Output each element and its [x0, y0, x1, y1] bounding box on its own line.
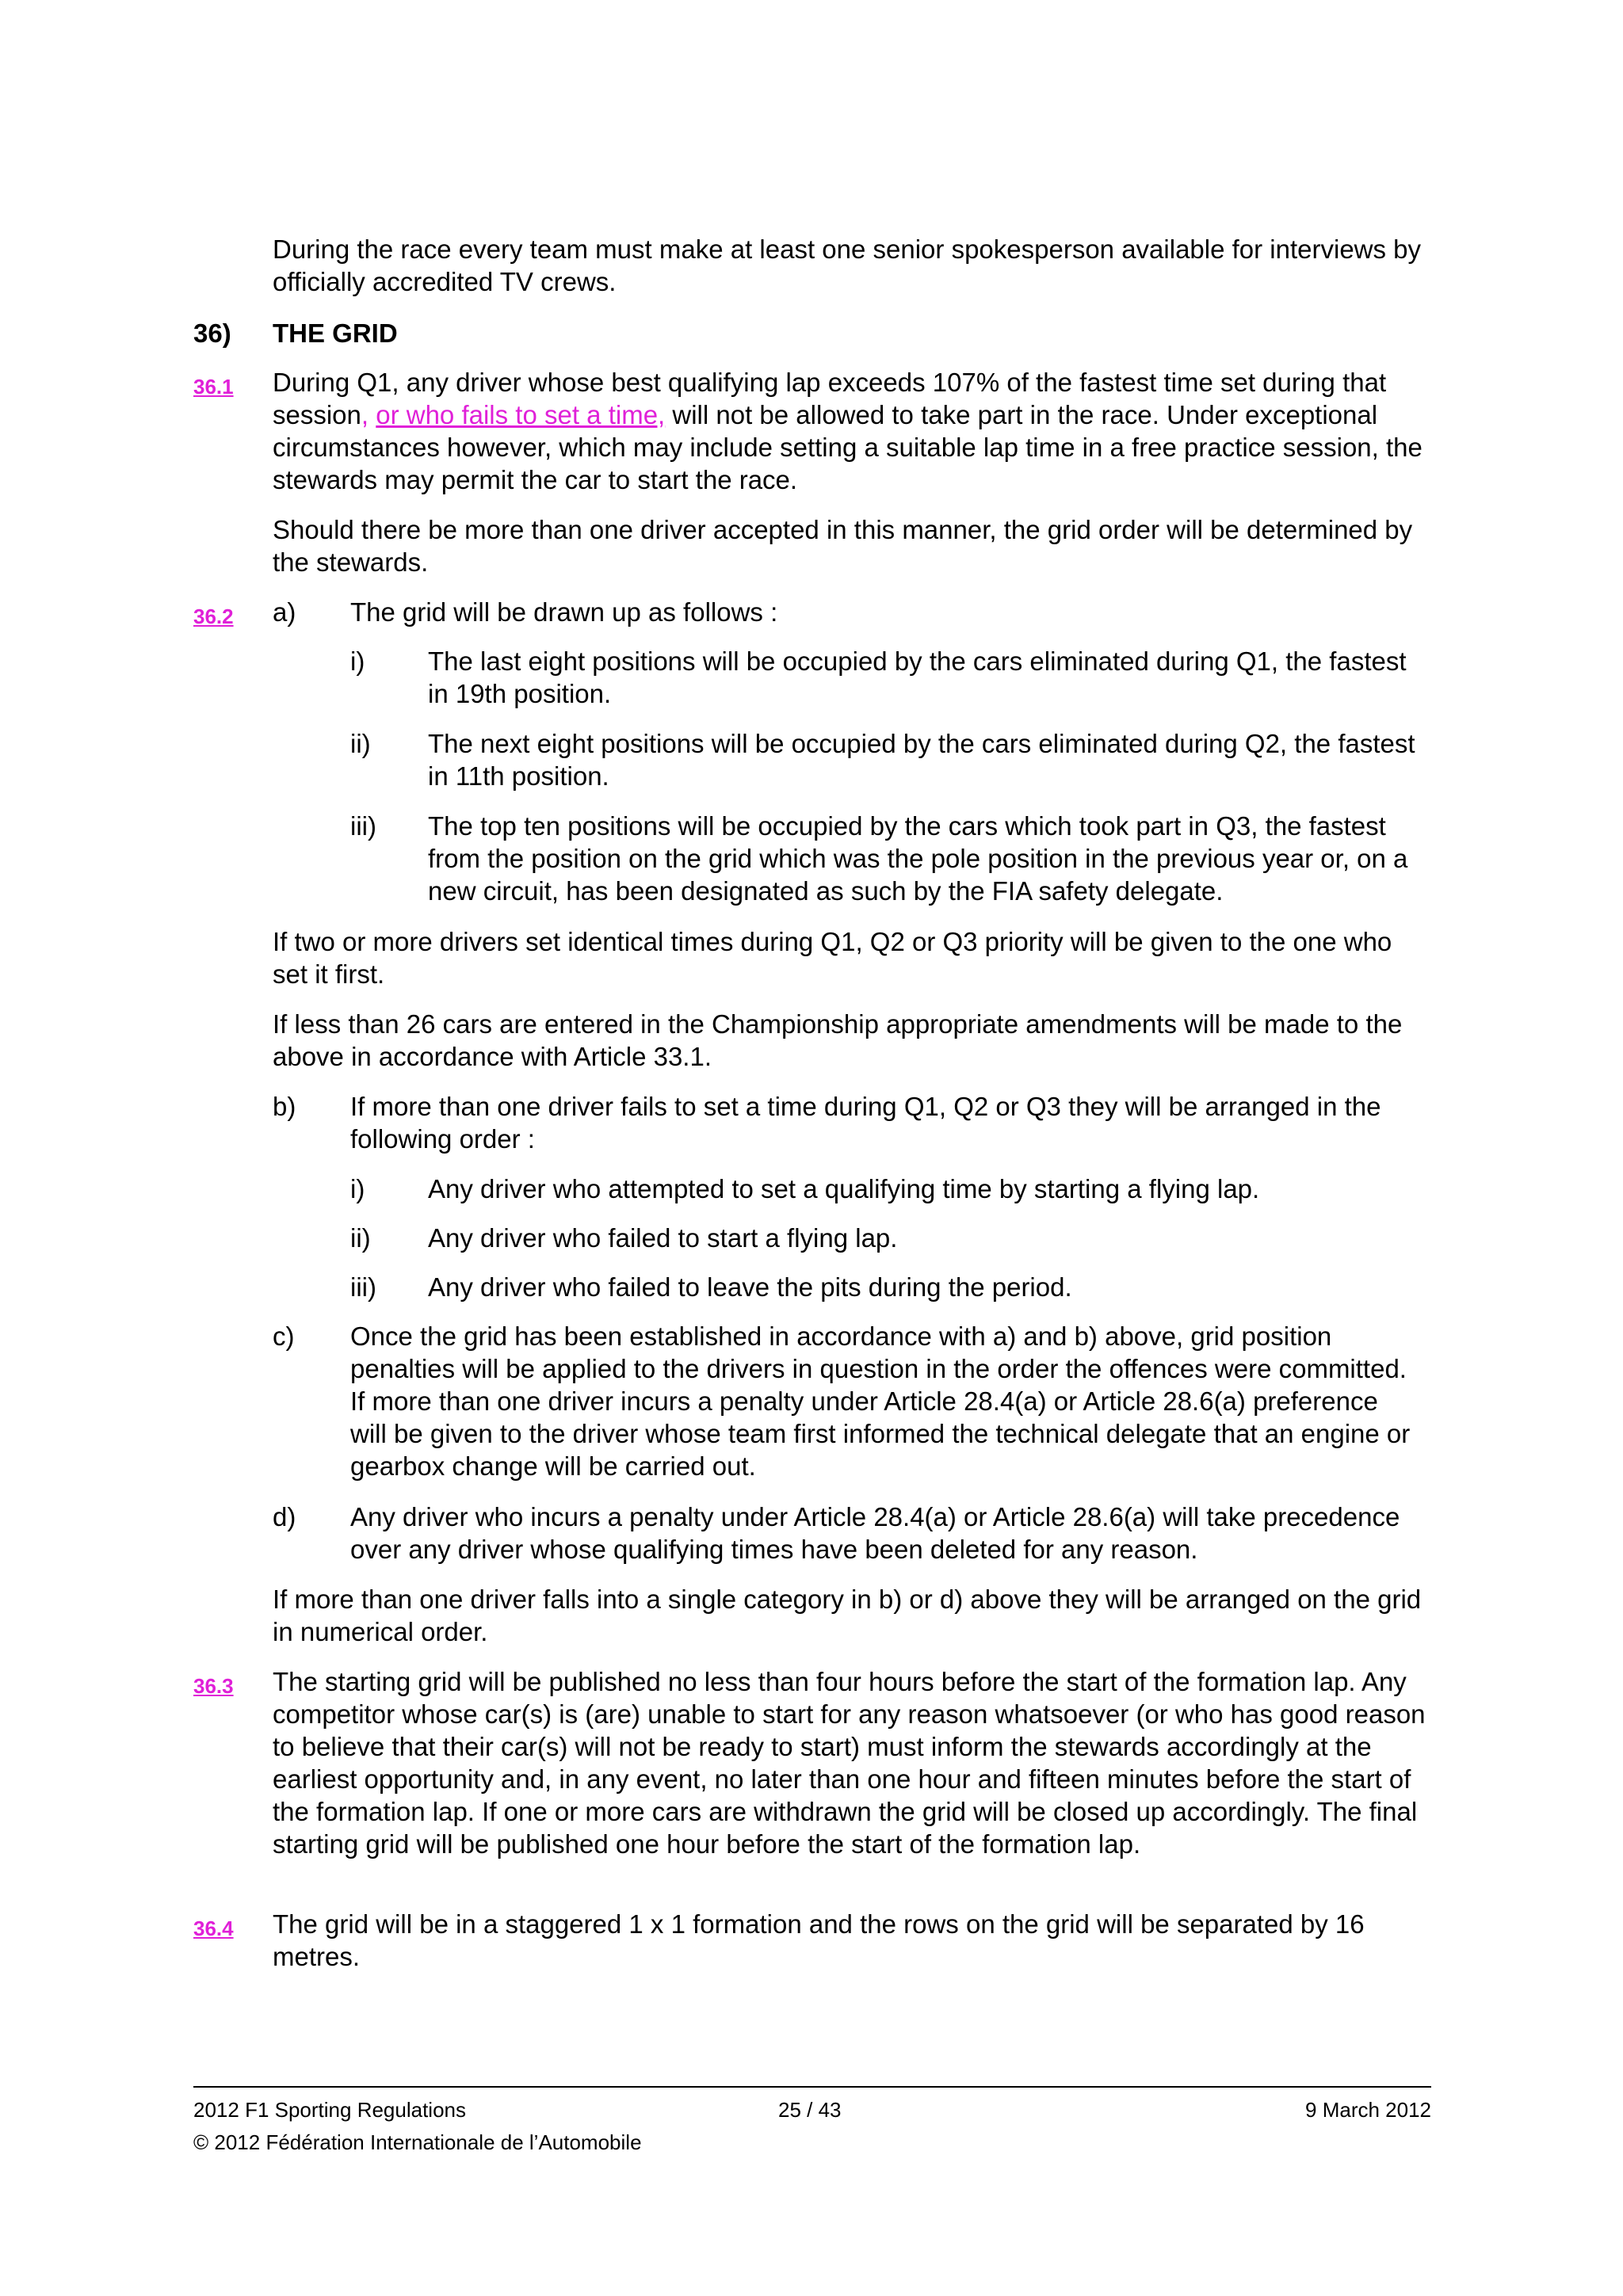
- item-a-iii-marker: iii): [350, 811, 376, 841]
- item-b-iii-marker: iii): [350, 1272, 376, 1302]
- item-a-i-text: The last eight positions will be occupied by the cars eliminated during Q1, the fastest in 19th position.: [428, 646, 1407, 708]
- article-36-1-para2: Should there be more than one driver accepted in this manner, the grid order will be determined by the stewards.: [273, 515, 1413, 577]
- para-less-than-26: If less than 26 cars are entered in the Championship appropriate amendments will be made to the above in accordance with Article 33.1.: [273, 1009, 1403, 1071]
- footer-rule: [193, 2086, 1431, 2088]
- article-36-3-text: The starting grid will be published no less than four hours before the start of the formation lap. Any competitor whose car(s) is (are) unable to start for any reason whatsoever (or who has good reason to believe that their car(s) will not be ready to start) must inform the stewards accordingly at the earliest opportunity and, in any event, no later than one hour and fifteen minutes before the start of the formation lap. If one or more cars are withdrawn the grid will be closed up accordingly. The final starting grid will be published one hour before the start of the formation lap.: [273, 1667, 1426, 1859]
- item-a-marker: a): [273, 597, 296, 627]
- item-b-text: If more than one driver fails to set a time during Q1, Q2 or Q3 they will be arranged in the following order :: [350, 1092, 1381, 1154]
- item-a-text: The grid will be drawn up as follows :: [350, 597, 778, 627]
- section-number: 36): [193, 318, 231, 348]
- item-b-i-marker: i): [350, 1174, 365, 1203]
- item-d-marker: d): [273, 1502, 296, 1531]
- item-b-ii-text: Any driver who failed to start a flying lap.: [428, 1223, 898, 1253]
- article-36-4-link[interactable]: 36.4: [193, 1917, 234, 1940]
- item-c-text: Once the grid has been established in accordance with a) and b) above, grid position penalties will be applied to the drivers in question in the order the offences were committed. If more than one driver incurs a penalty under Article 28.4(a) or Article 28.6(a) preference will be given to the driver whose team first informed the technical delegate that an engine or gearbox change will be carried out.: [350, 1322, 1411, 1481]
- article-36-1-text: [273, 366, 1426, 496]
- item-d-text: Any driver who incurs a penalty under Article 28.4(a) or Article 28.6(a) will take precedence over any driver whose qualifying times have been deleted for any reason.: [350, 1502, 1400, 1564]
- article-36-3-link[interactable]: 36.3: [193, 1674, 234, 1698]
- item-b-iii-text: Any driver who failed to leave the pits during the period.: [428, 1272, 1072, 1302]
- article-36-2-link[interactable]: 36.2: [193, 605, 234, 628]
- article-36-1-link[interactable]: 36.1: [193, 375, 234, 399]
- item-c-marker: c): [273, 1322, 295, 1351]
- item-a-ii-marker: ii): [350, 729, 371, 758]
- item-a-iii-text: The top ten positions will be occupied by the cars which took part in Q3, the fastest from the position on the grid which was the pole position in the previous year or, on a new circuit, has been designated as such by the FIA safety delegate.: [428, 811, 1408, 906]
- para-single-category: If more than one driver falls into a single category in b) or d) above they will be arranged on the grid in numerical order.: [273, 1585, 1422, 1646]
- amendment-text[interactable]: or who fails to set a time,: [376, 400, 666, 429]
- item-a-i-marker: i): [350, 646, 365, 676]
- footer-document-title: 2012 F1 Sporting Regulations: [193, 2098, 467, 2122]
- footer-date: 9 March 2012: [1305, 2098, 1431, 2122]
- article-36-4-text: The grid will be in a staggered 1 x 1 formation and the rows on the grid will be separated by 16 metres.: [273, 1909, 1365, 1971]
- intro-paragraph: During the race every team must make at least one senior spokesperson available for interviews by officially accredited TV crews.: [273, 235, 1422, 296]
- article-36-1-text-b: will not be allowed to take part in the race. Under exceptional circumstances however, which may include setting a suitable lap time in a free practice session, the stewards may permit the car to start the race.: [273, 400, 1423, 494]
- amendment-comma: ,: [361, 400, 369, 429]
- item-b-ii-marker: ii): [350, 1223, 371, 1253]
- item-b-marker: b): [273, 1092, 296, 1121]
- footer-page-number: 25 / 43: [778, 2098, 842, 2122]
- para-identical-times: If two or more drivers set identical times during Q1, Q2 or Q3 priority will be given to the one who set it first.: [273, 927, 1392, 989]
- footer-copyright: © 2012 Fédération Internationale de l’Automobile: [193, 2130, 642, 2154]
- item-a-ii-text: The next eight positions will be occupied by the cars eliminated during Q2, the fastest in 11th position.: [428, 729, 1415, 791]
- item-b-i-text: Any driver who attempted to set a qualifying time by starting a flying lap.: [428, 1174, 1260, 1203]
- section-title: THE GRID: [273, 318, 398, 348]
- article-36-1-text-a: During Q1, any driver whose best qualifying lap exceeds 107% of the fastest time set during that session: [273, 368, 1387, 429]
